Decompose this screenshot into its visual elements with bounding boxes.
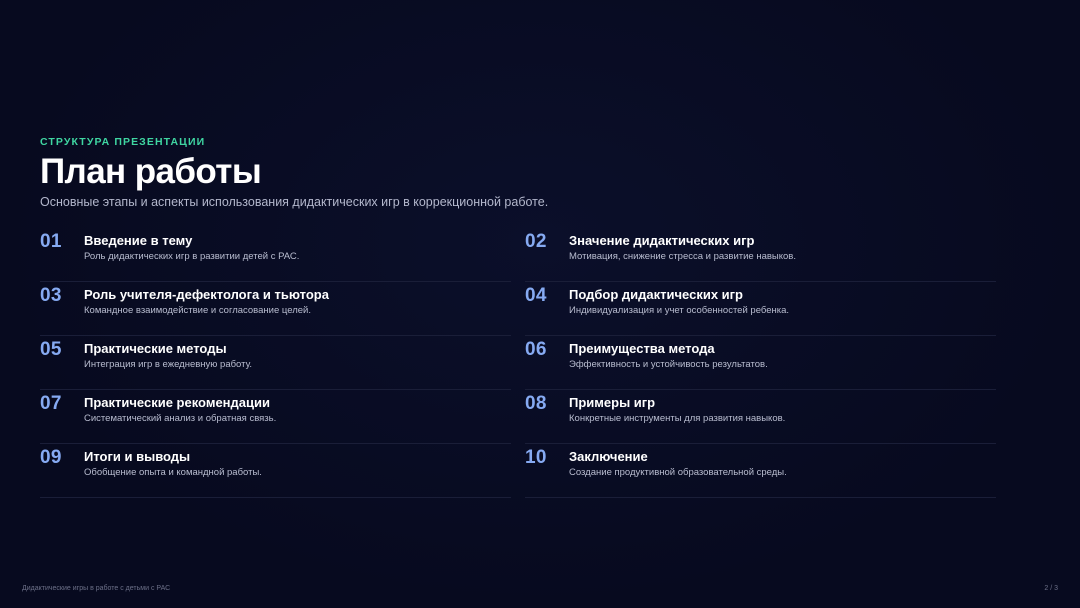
footer-presentation-title: Дидактические игры в работе с детьми с РАС: [22, 585, 171, 592]
footer-page-number: 2 / 3: [1044, 585, 1058, 592]
agenda-item-10: [525, 445, 996, 498]
agenda-number: 09: [40, 447, 62, 468]
page-subtitle: Основные этапы и аспекты использования дидактических игр в коррекционной работе.: [40, 195, 549, 209]
agenda-item-description: Интеграция игр в ежедневную работу.: [84, 359, 253, 370]
agenda-number: 05: [40, 339, 62, 360]
agenda-item-title: Практические методы: [84, 341, 227, 356]
agenda-number: 04: [525, 285, 547, 306]
agenda-item-title: Введение в тему: [84, 233, 193, 248]
agenda-number: 03: [40, 285, 62, 306]
agenda-item-title: Примеры игр: [569, 395, 656, 410]
agenda-item-description: Эффективность и устойчивость результатов.: [569, 359, 768, 370]
agenda-item-08: [525, 391, 996, 444]
agenda-number: 02: [525, 231, 547, 252]
page-title: План работы: [40, 152, 262, 191]
agenda-item-description: Обобщение опыта и командной работы.: [84, 467, 262, 478]
agenda-item-02: [525, 229, 996, 282]
agenda-item-description: Командное взаимодействие и согласование целей.: [84, 305, 311, 316]
agenda-item-description: Роль дидактических игр в развитии детей с РАС.: [84, 251, 300, 262]
agenda-number: 01: [40, 231, 62, 252]
agenda-item-03: [40, 283, 511, 336]
agenda-number: 08: [525, 393, 547, 414]
agenda-number: 06: [525, 339, 547, 360]
agenda-item-description: Мотивация, снижение стресса и развитие навыков.: [569, 251, 796, 262]
section-eyebrow: СТРУКТУРА ПРЕЗЕНТАЦИИ: [40, 136, 206, 148]
agenda-item-09: [40, 445, 511, 498]
agenda-item-title: Итоги и выводы: [84, 449, 191, 464]
agenda-item-05: [40, 337, 511, 390]
agenda-item-title: Подбор дидактических игр: [569, 287, 744, 302]
agenda-item-04: [525, 283, 996, 336]
agenda-number: 10: [525, 447, 547, 468]
agenda-item-01: [40, 229, 511, 282]
agenda-item-title: Преимущества метода: [569, 341, 715, 356]
agenda-item-title: Значение дидактических игр: [569, 233, 755, 248]
agenda-grid: [40, 229, 996, 499]
agenda-item-description: Систематический анализ и обратная связь.: [84, 413, 277, 424]
agenda-item-title: Роль учителя-дефектолога и тьютора: [84, 287, 329, 302]
agenda-item-06: [525, 337, 996, 390]
agenda-item-07: [40, 391, 511, 444]
agenda-number: 07: [40, 393, 62, 414]
agenda-item-description: Индивидуализация и учет особенностей ребенка.: [569, 305, 790, 316]
agenda-item-title: Заключение: [569, 449, 648, 464]
agenda-item-description: Создание продуктивной образовательной среды.: [569, 467, 787, 478]
agenda-item-description: Конкретные инструменты для развития навыков.: [569, 413, 786, 424]
agenda-item-title: Практические рекомендации: [84, 395, 270, 410]
